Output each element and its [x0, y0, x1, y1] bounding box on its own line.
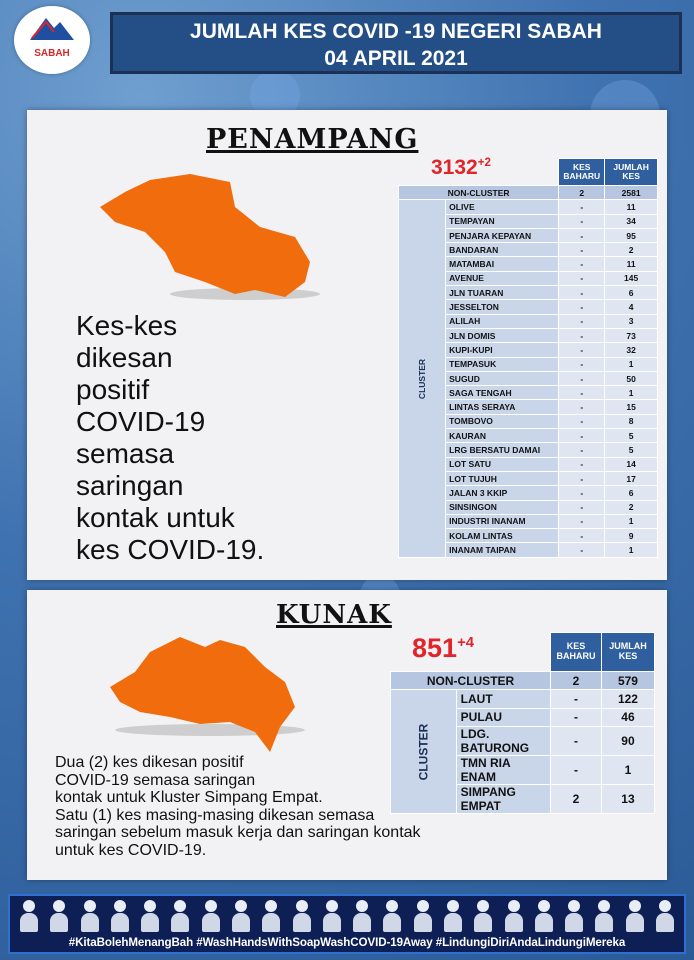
description-line: COVID-19 semasa saringan	[55, 771, 256, 789]
cluster-total: 11	[605, 200, 658, 214]
cluster-name: MATAMBAI	[446, 257, 559, 271]
cluster-name: TEMPASUK	[446, 357, 559, 371]
kunak-description	[55, 754, 675, 859]
cluster-total: 3	[605, 314, 658, 328]
cluster-name: INANAM TAIPAN	[446, 543, 559, 557]
description-line: saringan	[76, 470, 184, 501]
frontliner-icon	[444, 900, 462, 932]
cluster-total: 50	[605, 371, 658, 385]
cluster-name: TMN RIA ENAM	[456, 756, 550, 785]
cluster-name: SUGUD	[446, 371, 559, 385]
frontliner-icon	[262, 900, 280, 932]
page-title: JUMLAH KES COVID -19 NEGERI SABAH	[190, 20, 602, 43]
description-line: saringan sebelum masuk kerja dan saringan kontak	[55, 824, 421, 841]
penampang-total: $3132^{+2}$	[431, 156, 491, 179]
frontliner-icon	[141, 900, 159, 932]
penampang-table	[398, 158, 658, 558]
frontliner-icon	[505, 900, 523, 932]
description-line: kontak untuk Kluster Simpang Empat.	[55, 789, 323, 806]
cluster-new: -	[559, 414, 605, 428]
frontliner-icon	[171, 900, 189, 932]
cluster-total: 1	[605, 357, 658, 371]
frontliner-icon	[323, 900, 341, 932]
frontliner-icon	[353, 900, 371, 932]
cluster-new: -	[559, 357, 605, 371]
description-line: untuk kes COVID-19.	[55, 841, 207, 859]
cluster-new: -	[559, 457, 605, 471]
cluster-name: LRG BERSATU DAMAI	[446, 443, 559, 457]
cluster-new: -	[559, 243, 605, 257]
cluster-total: 5	[605, 443, 658, 457]
cluster-new: -	[559, 400, 605, 414]
cluster-new: -	[551, 727, 602, 756]
cluster-name: LOT TUJUH	[446, 471, 559, 485]
frontliner-icon	[20, 900, 38, 932]
cluster-name: TOMBOVO	[446, 414, 559, 428]
cluster-total: 13	[601, 785, 654, 814]
kunak-total: $851^{+4}$	[412, 633, 474, 663]
cluster-new: -	[559, 543, 605, 557]
cluster-name: BANDARAN	[446, 243, 559, 257]
cluster-total: 46	[601, 708, 654, 726]
cluster-total: 15	[605, 400, 658, 414]
cluster-total: 14	[605, 457, 658, 471]
cluster-new: -	[559, 314, 605, 328]
col-kes-baharu: KES BAHARU	[551, 633, 602, 672]
cluster-total: 9	[605, 529, 658, 543]
cluster-new: -	[551, 708, 602, 726]
cluster-name: KUPI-KUPI	[446, 343, 559, 357]
cluster-total: 5	[605, 429, 658, 443]
cluster-name: LOT SATU	[446, 457, 559, 471]
cluster-name: SIMPANG EMPAT	[456, 785, 550, 814]
cluster-name: KOLAM LINTAS	[446, 529, 559, 543]
cluster-total: 1	[605, 386, 658, 400]
cluster-name: JLN TUARAN	[446, 286, 559, 300]
cluster-new: -	[559, 228, 605, 242]
cluster-name: AVENUE	[446, 271, 559, 285]
cluster-new: -	[551, 756, 602, 785]
cluster-name: SAGA TENGAH	[446, 386, 559, 400]
cluster-new: -	[559, 443, 605, 457]
cluster-total: 8	[605, 414, 658, 428]
cluster-new: -	[559, 529, 605, 543]
cluster-name: OLIVE	[446, 200, 559, 214]
kunak-title: KUNAK	[276, 600, 392, 630]
cluster-new: -	[559, 328, 605, 342]
description-line: semasa	[76, 438, 175, 469]
page-header	[110, 12, 682, 74]
penampang-title: PENAMPANG	[206, 124, 419, 155]
cluster-total: 4	[605, 300, 658, 314]
frontliner-icon	[565, 900, 583, 932]
table-header-row	[399, 159, 658, 186]
frontliner-icon	[474, 900, 492, 932]
cluster-total: 1	[601, 756, 654, 785]
cluster-total: 1	[605, 514, 658, 528]
cluster-name: JLN DOMIS	[446, 328, 559, 342]
col-jumlah-kes: JUMLAH KES	[605, 159, 658, 186]
cluster-total: 1	[605, 543, 658, 557]
cluster-name: SINSINGON	[446, 500, 559, 514]
frontliner-icon	[383, 900, 401, 932]
frontliner-icon	[293, 900, 311, 932]
description-line: Kes-kes	[76, 310, 178, 341]
cluster-total: 145	[605, 271, 658, 285]
frontliner-icon	[595, 900, 613, 932]
sabah-health-logo	[14, 6, 90, 74]
cluster-name: LAUT	[456, 690, 550, 708]
non-cluster-row: NON-CLUSTER 2 2581	[399, 186, 658, 200]
cluster-name: LDG. BATURONG	[456, 727, 550, 756]
cluster-name: JALAN 3 KKIP	[446, 486, 559, 500]
cluster-total: 34	[605, 214, 658, 228]
cluster-new: -	[559, 471, 605, 485]
description-line: Dua (2) kes dikesan positif	[55, 754, 244, 771]
non-cluster-row: NON-CLUSTER 2 579	[391, 672, 655, 690]
cluster-total: 95	[605, 228, 658, 242]
cluster-name: INDUSTRI INANAM	[446, 514, 559, 528]
frontliner-icon	[111, 900, 129, 932]
cluster-total: 73	[605, 328, 658, 342]
cluster-new: -	[559, 286, 605, 300]
cluster-new: -	[559, 257, 605, 271]
cluster-total: 90	[601, 727, 654, 756]
cluster-total: 122	[601, 690, 654, 708]
cluster-total: 11	[605, 257, 658, 271]
frontliner-icon	[626, 900, 644, 932]
description-line: dikesan	[76, 342, 173, 373]
cluster-total: 6	[605, 286, 658, 300]
mountain-logo-icon	[28, 12, 76, 42]
cluster-new: -	[559, 429, 605, 443]
penampang-description	[76, 310, 376, 566]
cluster-new: -	[559, 500, 605, 514]
cluster-total: 2	[605, 500, 658, 514]
col-kes-baharu: KES BAHARU	[559, 159, 605, 186]
cluster-new: -	[559, 371, 605, 385]
cluster-name: ALILAH	[446, 314, 559, 328]
cluster-name: TEMPAYAN	[446, 214, 559, 228]
cluster-new: -	[559, 271, 605, 285]
page-date: 04 APRIL 2021	[324, 47, 468, 70]
cluster-new: 2	[551, 785, 602, 814]
footer-banner	[8, 894, 686, 954]
cluster-new: -	[559, 343, 605, 357]
footer-hashtags: #KitaBolehMenangBah #WashHandsWithSoapWashCOVID-19Away #LindungiDiriAndaLindungiMereka	[68, 936, 626, 949]
cluster-name: PULAU	[456, 708, 550, 726]
cluster-total: 6	[605, 486, 658, 500]
cluster-label: CLUSTER	[391, 690, 457, 814]
cluster-new: -	[559, 486, 605, 500]
cluster-name: JESSELTON	[446, 300, 559, 314]
frontliner-icon	[81, 900, 99, 932]
cluster-label: CLUSTER	[399, 200, 446, 557]
col-jumlah-kes: JUMLAH KES	[601, 633, 654, 672]
kunak-map	[80, 632, 310, 757]
logo-text: SABAH	[34, 48, 70, 59]
cluster-name: KAURAN	[446, 429, 559, 443]
table-header-row	[391, 633, 655, 672]
description-line: kontak untuk	[76, 502, 235, 533]
cluster-row	[399, 200, 658, 214]
description-line: Satu (1) kes masing-masing dikesan semasa	[55, 806, 375, 824]
frontliner-icon	[535, 900, 553, 932]
cluster-name: LINTAS SERAYA	[446, 400, 559, 414]
cluster-total: 32	[605, 343, 658, 357]
cluster-new: -	[559, 386, 605, 400]
cluster-new: -	[551, 690, 602, 708]
frontliner-icon	[202, 900, 220, 932]
description-line: kes COVID-19.	[76, 534, 265, 565]
cluster-total: 2	[605, 243, 658, 257]
frontliner-icon	[656, 900, 674, 932]
frontliner-icon	[414, 900, 432, 932]
cluster-new: -	[559, 300, 605, 314]
description-line: COVID-19	[76, 406, 206, 437]
frontliner-icons	[20, 900, 674, 934]
penampang-map	[95, 172, 325, 302]
description-line: positif	[76, 374, 150, 405]
cluster-new: -	[559, 200, 605, 214]
frontliner-icon	[232, 900, 250, 932]
cluster-row	[391, 690, 655, 708]
cluster-new: -	[559, 214, 605, 228]
cluster-new: -	[559, 514, 605, 528]
cluster-name: PENJARA KEPAYAN	[446, 228, 559, 242]
cluster-total: 17	[605, 471, 658, 485]
frontliner-icon	[50, 900, 68, 932]
